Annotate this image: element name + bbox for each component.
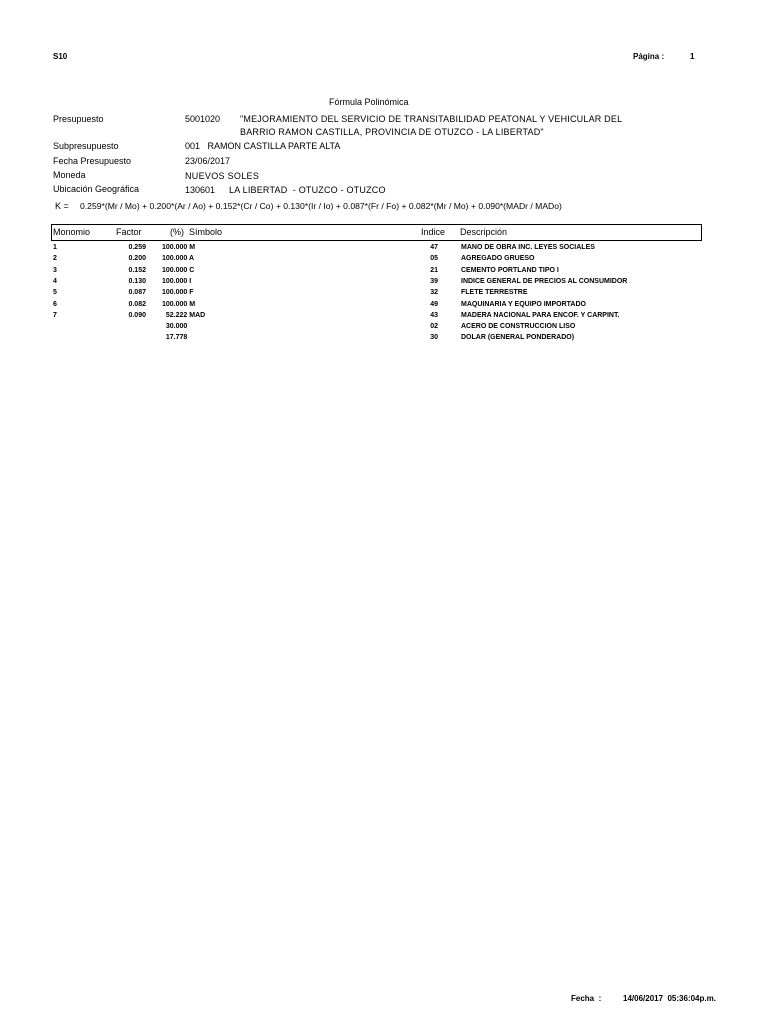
table-row bbox=[0, 278, 768, 289]
cell-descripcion: CEMENTO PORTLAND TIPO I bbox=[461, 266, 559, 274]
presupuesto-desc-line2: BARRIO RAMON CASTILLA, PROVINCIA DE OTUZCO - LA LIBERTAD" bbox=[240, 127, 544, 137]
cell-monomio: 1 bbox=[53, 244, 57, 251]
table-row bbox=[0, 334, 768, 345]
cell-factor: 0.152 bbox=[128, 266, 146, 274]
cell-descripcion: ACERO DE CONSTRUCCION LISO bbox=[461, 323, 576, 331]
cell-indice: 05 bbox=[430, 255, 438, 263]
cell-monomio: 6 bbox=[53, 300, 57, 308]
cell-factor: 0.090 bbox=[128, 311, 146, 319]
moneda-label: Moneda bbox=[53, 170, 86, 180]
cell-pct-simbolo: 30.000 bbox=[162, 323, 188, 331]
header-indice: Indice bbox=[421, 227, 446, 237]
table-row bbox=[0, 255, 768, 266]
cell-indice: 32 bbox=[430, 289, 438, 297]
presupuesto-desc-line1: "MEJORAMIENTO DEL SERVICIO DE TRANSITABILIDAD PEATONAL Y VEHICULAR DEL bbox=[240, 114, 623, 124]
formula-label: K = bbox=[55, 201, 69, 211]
cell-pct-simbolo: 100.000 M bbox=[162, 244, 196, 251]
cell-descripcion: MAQUINARIA Y EQUIPO IMPORTADO bbox=[461, 300, 586, 308]
table-row bbox=[0, 301, 768, 312]
cell-monomio: 7 bbox=[53, 311, 57, 319]
formula-expression: 0.259*(Mr / Mo) + 0.200*(Ar / Ao) + 0.152*(Cr / Co) + 0.130*(Ir / Io) + 0.087*(Fr / Fo) + 0.082*(Mr / Mo) + 0.090*(MADr / MADo) bbox=[80, 201, 562, 211]
cell-pct-simbolo: 100.000 A bbox=[162, 255, 195, 263]
page-label: Página : bbox=[633, 52, 665, 61]
cell-indice: 49 bbox=[430, 300, 438, 308]
header-pct-simbolo: (%) Símbolo bbox=[170, 227, 223, 237]
cell-descripcion: FLETE TERRESTRE bbox=[461, 289, 528, 297]
moneda-value: NUEVOS SOLES bbox=[185, 171, 260, 181]
cell-pct-simbolo: 100.000 M bbox=[162, 300, 196, 308]
header-factor: Factor bbox=[116, 227, 142, 237]
ubicacion-value: LA LIBERTAD - OTUZCO - OTUZCO bbox=[229, 185, 386, 195]
page-number: 1 bbox=[690, 52, 695, 61]
fecha-presupuesto-value: 23/06/2017 bbox=[185, 156, 231, 166]
header-monomio: Monomio bbox=[53, 227, 91, 237]
table-row bbox=[0, 289, 768, 300]
table-row bbox=[0, 323, 768, 334]
presupuesto-label: Presupuesto bbox=[53, 114, 104, 124]
system-code: S10 bbox=[53, 52, 68, 61]
cell-indice: 39 bbox=[430, 277, 438, 285]
table-row bbox=[0, 312, 768, 323]
footer-fecha-value: 14/06/2017 05:36:04p.m. bbox=[623, 994, 716, 1003]
cell-factor: 0.200 bbox=[128, 255, 146, 263]
footer-fecha-label: Fecha : bbox=[571, 994, 602, 1003]
cell-factor: 0.130 bbox=[128, 277, 146, 285]
ubicacion-code: 130601 bbox=[185, 185, 216, 195]
cell-pct-simbolo: 17.778 bbox=[162, 334, 188, 342]
table-row bbox=[0, 244, 768, 255]
presupuesto-code: 5001020 bbox=[185, 114, 221, 124]
cell-pct-simbolo: 100.000 C bbox=[162, 266, 195, 274]
cell-indice: 43 bbox=[430, 311, 438, 319]
cell-pct-simbolo: 52.222 MAD bbox=[162, 311, 206, 319]
cell-descripcion: MADERA NACIONAL PARA ENCOF. Y CARPINT. bbox=[461, 311, 620, 319]
cell-pct-simbolo: 100.000 I bbox=[162, 277, 192, 285]
cell-monomio: 2 bbox=[53, 255, 57, 263]
cell-descripcion: INDICE GENERAL DE PRECIOS AL CONSUMIDOR bbox=[461, 277, 628, 285]
table-row bbox=[0, 267, 768, 278]
cell-monomio: 4 bbox=[53, 277, 57, 285]
cell-descripcion: MANO DE OBRA INC. LEYES SOCIALES bbox=[461, 244, 595, 251]
subpresupuesto-label: Subpresupuesto bbox=[53, 141, 119, 151]
page-title: Fórmula Polinómica bbox=[329, 97, 409, 107]
cell-descripcion: AGREGADO GRUESO bbox=[461, 255, 535, 263]
cell-indice: 21 bbox=[430, 266, 438, 274]
cell-monomio: 5 bbox=[53, 289, 57, 297]
cell-indice: 30 bbox=[430, 334, 438, 342]
header-descripcion: Descripción bbox=[460, 227, 508, 237]
table-header bbox=[51, 224, 702, 241]
cell-factor: 0.259 bbox=[128, 244, 146, 251]
cell-factor: 0.082 bbox=[128, 300, 146, 308]
cell-descripcion: DOLAR (GENERAL PONDERADO) bbox=[461, 334, 575, 342]
cell-monomio: 3 bbox=[53, 266, 57, 274]
cell-indice: 02 bbox=[430, 323, 438, 331]
cell-factor: 0.087 bbox=[128, 289, 146, 297]
cell-indice: 47 bbox=[430, 244, 438, 251]
fecha-presupuesto-label: Fecha Presupuesto bbox=[53, 156, 132, 166]
ubicacion-label: Ubicación Geográfica bbox=[53, 184, 140, 194]
cell-pct-simbolo: 100.000 F bbox=[162, 289, 194, 297]
subpresupuesto-value: 001 RAMON CASTILLA PARTE ALTA bbox=[185, 141, 341, 151]
